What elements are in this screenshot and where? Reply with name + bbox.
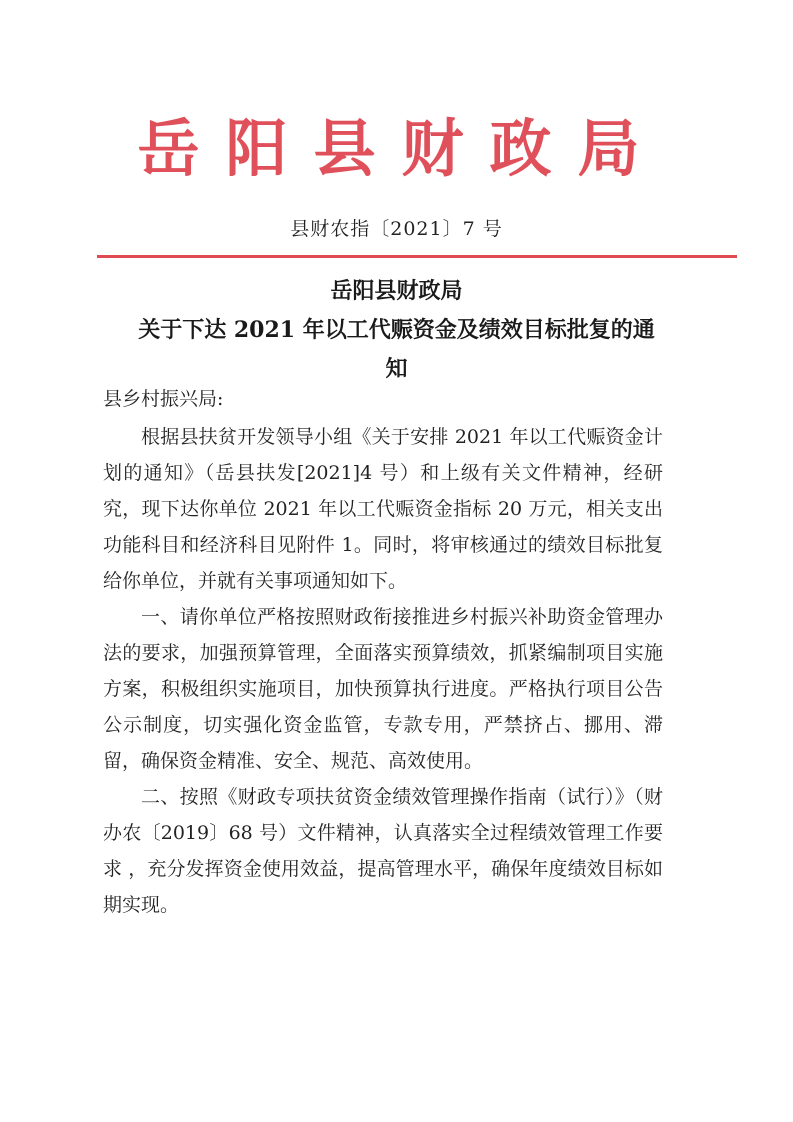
addressee: 县乡村振兴局: <box>103 388 224 410</box>
red-divider-rule <box>97 255 737 258</box>
paragraph-item-2: 二、按照《财政专项扶贫资金绩效管理操作指南（试行）》（财办农〔2019〕68 号）文件精神，认真落实全过程绩效管理工作要求 ，充分发挥资金使用效益，提高管理水平，确保年度绩效目标如期实现。 <box>103 786 663 916</box>
title-line-3: 知 <box>385 356 408 382</box>
title-line-2: 关于下达 2021 年以工代赈资金及绩效目标批复的通 <box>138 317 655 343</box>
masthead-org-name: 岳阳县财政局 <box>137 112 666 185</box>
title-line-1: 岳阳县财政局 <box>330 278 463 304</box>
paragraph-item-1: 一、请你单位严格按照财政衔接推进乡村振兴补助资金管理办法的要求，加强预算管理，全面落实预算绩效，抓紧编制项目实施方案，积极组织实施项目，加快预算执行进度。严格执行项目公告公示制度，切实强化资金监管，专款专用，严禁挤占、挪用、滞留，确保资金精准、安全、规范、高效使用。 <box>103 606 663 772</box>
document-number: 县财农指〔2021〕7 号 <box>290 218 503 240</box>
document-body <box>103 419 663 923</box>
paragraph-intro: 根据县扶贫开发领导小组《关于安排 2021 年以工代赈资金计划的通知》（岳县扶发[2021]4 号）和上级有关文件精神，经研究，现下达你单位 2021 年以工代赈资金指标 20 万元，相关支出功能科目和经济科目见附件 1。同时，将审核通过的绩效目标批复给你单位，并就有关事项通知如下。 <box>103 426 663 592</box>
document-title <box>90 272 703 389</box>
